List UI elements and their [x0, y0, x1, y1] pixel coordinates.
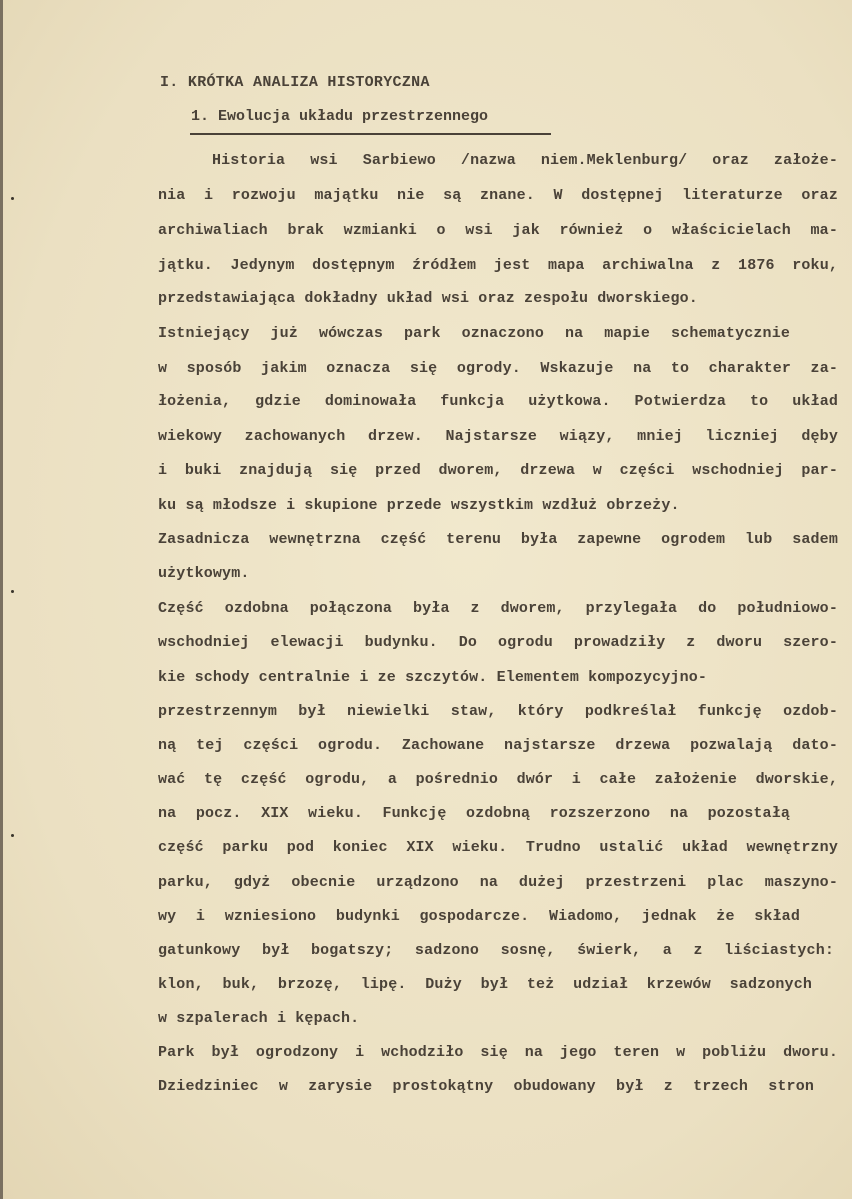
text-line: Istniejący już wówczas park oznaczono na mapie schematycznie	[158, 325, 790, 342]
text-line: Historia wsi Sarbiewo /nazwa niem.Meklenburg/ oraz założe-	[212, 152, 838, 169]
text-line: ną tej części ogrodu. Zachowane najstarsze drzewa pozwalają dato-	[158, 737, 838, 754]
text-line: archiwaliach brak wzmianki o wsi jak również o właścicielach ma-	[158, 222, 838, 239]
text-line: Część ozdobna połączona była z dworem, przylegała do południowo-	[158, 600, 838, 617]
text-line: część parku pod koniec XIX wieku. Trudno ustalić układ wewnętrzny	[158, 839, 838, 856]
text-line: na pocz. XIX wieku. Funkcję ozdobną rozszerzono na pozostałą	[158, 805, 790, 822]
text-line: wy i wzniesiono budynki gospodarcze. Wiadomo, jednak że skład	[158, 908, 800, 925]
subsection-underline	[190, 133, 551, 135]
text-line: i buki znajdują się przed dworem, drzewa w części wschodniej par-	[158, 462, 838, 479]
text-line: jątku. Jedynym dostępnym źródłem jest mapa archiwalna z 1876 roku,	[158, 257, 838, 274]
text-line: przedstawiająca dokładny układ wsi oraz zespołu dworskiego.	[158, 290, 698, 307]
text-line: przestrzennym był niewielki staw, który podkreślał funkcję ozdob-	[158, 703, 838, 720]
text-line: wschodniej elewacji budynku. Do ogrodu prowadziły z dworu szero-	[158, 634, 838, 651]
punch-mark	[11, 834, 14, 837]
section-heading: I. KRÓTKA ANALIZA HISTORYCZNA	[160, 74, 430, 91]
text-line: w szpalerach i kępach.	[158, 1010, 360, 1027]
text-line: nia i rozwoju majątku nie są znane. W dostępnej literaturze oraz	[158, 187, 838, 204]
text-line: w sposób jakim oznacza się ogrody. Wskazuje na to charakter za-	[158, 360, 838, 377]
punch-mark	[11, 197, 14, 200]
text-line: wiekowy zachowanych drzew. Najstarsze wiązy, mniej liczniej dęby	[158, 428, 838, 445]
text-line: Dziedziniec w zarysie prostokątny obudowany był z trzech stron	[158, 1078, 814, 1095]
text-line: użytkowym.	[158, 565, 250, 582]
text-line: ku są młodsze i skupione przede wszystkim wzdłuż obrzeży.	[158, 497, 680, 514]
text-line: łożenia, gdzie dominowała funkcja użytkowa. Potwierdza to układ	[158, 393, 838, 410]
text-line: klon, buk, brzozę, lipę. Duży był też udział krzewów sadzonych	[158, 976, 812, 993]
text-line: wać tę część ogrodu, a pośrednio dwór i całe założenie dworskie,	[158, 771, 838, 788]
text-line: parku, gdyż obecnie urządzono na dużej przestrzeni plac maszyno-	[158, 874, 838, 891]
punch-mark	[11, 590, 14, 593]
subsection-heading: 1. Ewolucja układu przestrzennego	[191, 108, 489, 125]
text-line: Park był ogrodzony i wchodziło się na jego teren w pobliżu dworu.	[158, 1044, 838, 1061]
page-left-edge	[0, 0, 3, 1199]
text-line: gatunkowy był bogatszy; sadzono sosnę, świerk, a z liściastych:	[158, 942, 834, 959]
text-line: Zasadnicza wewnętrzna część terenu była zapewne ogrodem lub sadem	[158, 531, 838, 548]
text-line: kie schody centralnie i ze szczytów. Elementem kompozycyjno-	[158, 669, 708, 686]
